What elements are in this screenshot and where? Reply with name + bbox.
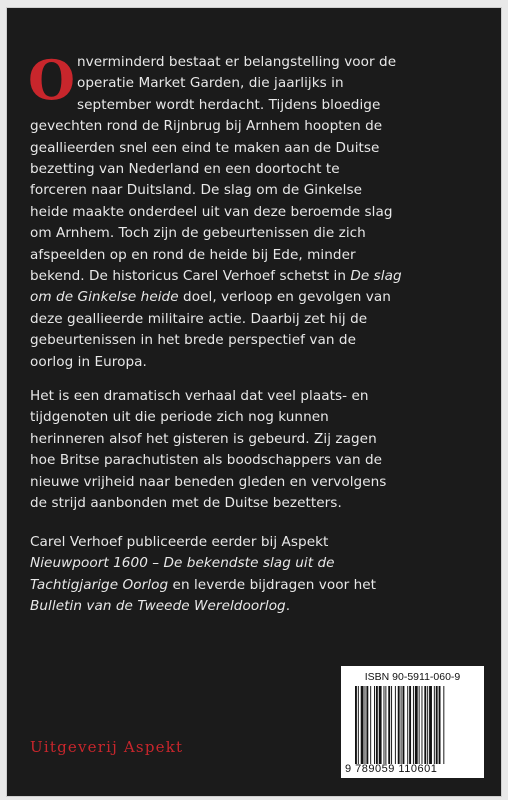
book-title-italic: De slag	[350, 268, 402, 285]
paragraph-intro	[28, 48, 460, 373]
barcode-bar	[439, 686, 441, 764]
barcode-bar	[401, 686, 402, 764]
text-line: bezetting van Nederland en een doortocht te	[30, 161, 340, 178]
barcode-bar	[370, 686, 371, 764]
barcode-bar	[422, 686, 423, 764]
text-line: de strijd aanbonden met de Duitse bezetters.	[30, 495, 342, 512]
text-line: gevechten rond de Rijnbrug bij Arnhem hoopten de	[30, 118, 383, 135]
barcode-bar	[365, 686, 366, 764]
text-segment: .	[285, 598, 291, 615]
barcode-bar	[419, 686, 420, 764]
barcode-bar	[436, 686, 438, 764]
paragraph-author	[30, 532, 460, 618]
barcode-bar	[388, 686, 390, 764]
text-line: hoe Britse parachutisten als boodschappers van de	[30, 452, 383, 469]
barcode-bar	[443, 686, 444, 764]
barcode-bar	[361, 686, 364, 764]
barcode-bar	[409, 686, 411, 764]
text-line: gebeurtenissen in het brede perspectief van de	[30, 332, 356, 349]
barcode-bar	[355, 686, 357, 764]
text-line: afspeelden op en rond de heide bij Ede, minder	[30, 246, 356, 263]
text-segment: en leverde bijdragen voor het	[172, 576, 377, 593]
text-line: Carel Verhoef publiceerde eerder bij Aspekt	[30, 534, 329, 550]
text-line: om Arnhem. Toch zijn de gebeurtenissen die zich	[30, 225, 366, 242]
text-line	[30, 287, 460, 308]
book-title-italic: Nieuwpoort 1600 – De bekendste slag uit de	[30, 555, 335, 572]
text-line: deze geallieerde militaire actie. Daarbij zet hij de	[30, 310, 368, 327]
text-line	[30, 596, 460, 617]
text-line: heide maakte onderdeel uit van deze beroemde slag	[30, 203, 393, 220]
book-title-italic: om de Ginkelse heide	[30, 289, 179, 306]
barcode-bar	[379, 686, 382, 764]
barcode-bar	[374, 686, 375, 764]
barcode-bar	[358, 686, 359, 764]
barcode-bar	[403, 686, 405, 764]
text-line: oorlog in Europa.	[30, 353, 147, 370]
text-line	[30, 575, 460, 596]
barcode-bar	[385, 686, 386, 764]
barcode-bar	[427, 686, 428, 764]
barcode-bar	[376, 686, 378, 764]
text-line: Het is een dramatisch verhaal dat veel plaats- en	[30, 388, 369, 404]
barcode-bar	[366, 686, 368, 764]
barcode-digits: 9 789059 110601	[345, 763, 438, 775]
barcode-bar	[407, 686, 408, 764]
text-line	[30, 553, 460, 574]
isbn-number: ISBN 90-5911-060-9	[364, 671, 461, 683]
barcode-bar	[415, 686, 418, 764]
text-line: nieuwe vrijheid naar beneden gleden en vervolgens	[30, 473, 387, 490]
text-segment: bekend. De historicus Carel Verhoef schetst in	[30, 268, 346, 285]
barcode-bar	[395, 686, 396, 764]
text-line: operatie Market Garden, die jaarlijks in	[77, 75, 344, 92]
text-line: herinneren alsof het gisteren is gebeurd. Zij zagen	[30, 430, 377, 447]
text-line: nverminderd bestaat er belangstelling voor de	[77, 54, 397, 70]
barcode-bar	[429, 686, 432, 764]
text-line: september wordt herdacht. Tijdens bloedige	[77, 96, 381, 113]
publisher-name: Uitgeverij Aspekt	[30, 738, 184, 756]
book-title-italic: Tachtigjarige Oorlog	[30, 576, 169, 593]
text-line: tijdgenoten uit die periode zich nog kunnen	[30, 409, 329, 426]
barcode-bar	[384, 686, 385, 764]
barcode-bar	[434, 686, 435, 764]
barcode-label	[341, 666, 484, 778]
text-line: forceren naar Duitsland. De slag om de Ginkelse	[30, 182, 363, 199]
drop-cap: O	[28, 48, 76, 112]
barcode-bar	[413, 686, 414, 764]
barcode-bar	[391, 686, 392, 764]
text-line	[30, 266, 460, 287]
barcode-bar	[398, 686, 400, 764]
paragraph-story	[30, 386, 460, 514]
book-title-italic: Bulletin van de Tweede Wereldoorlog	[30, 598, 286, 615]
barcode-bar	[424, 686, 426, 764]
text-line: geallieerden snel een eind te maken aan de Duitse	[30, 139, 380, 156]
text-segment: doel, verloop en gevolgen van	[183, 289, 391, 306]
barcode-bars	[355, 686, 473, 764]
